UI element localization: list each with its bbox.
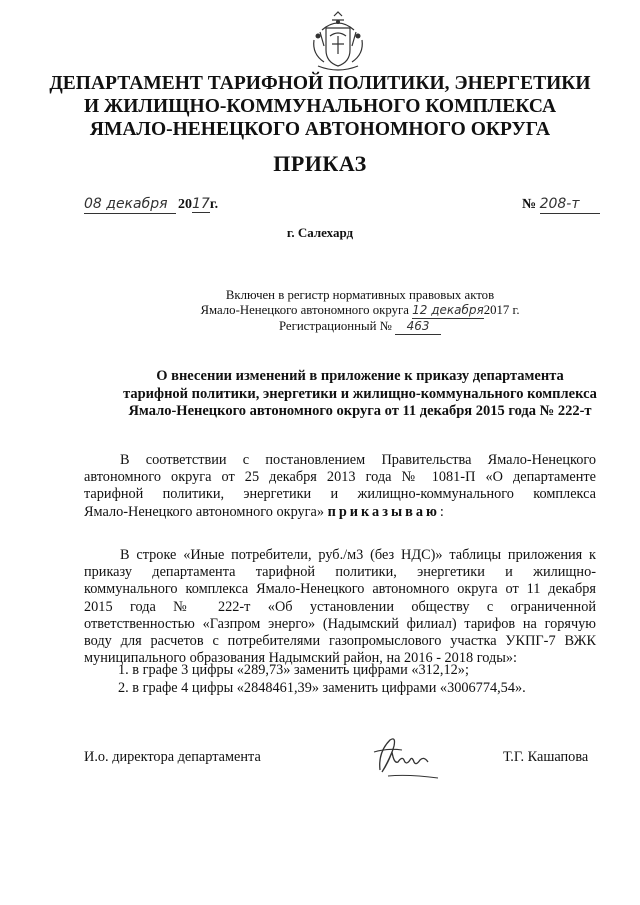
coat-of-arms-icon (308, 10, 368, 76)
preamble-paragraph (84, 452, 596, 521)
main-line-6: воду для расчетов с потребителями газопромыслового участка УКПГ-7 ВЖК (84, 633, 596, 650)
order-title (80, 368, 640, 421)
registry-line-3-prefix: Регистрационный № (278, 319, 392, 333)
registry-line-1: Включен в регистр нормативных правовых актов (225, 288, 495, 302)
city: г. Салехард (286, 225, 354, 240)
registry-line-2 (170, 303, 550, 319)
department-name-line-3: ЯМАЛО-НЕНЕЦКОГО АВТОНОМНОГО ОКРУГА (89, 119, 551, 140)
document-type: ПРИКАЗ (273, 151, 367, 176)
order-year-suffix: г. (209, 197, 219, 212)
order-word: приказываю (327, 503, 440, 520)
preamble-line-3: тарифной политики, энергетики и жилищно-коммунального комплекса (84, 486, 596, 503)
order-date (84, 196, 218, 214)
signatory-name: Т.Г. Кашапова (503, 749, 589, 765)
preamble-line-1: В соответствии с постановлением Правительства Ямало-Ненецкого (120, 452, 596, 468)
list-item: 2. в графе 4 цифры «2848461,39» заменить цифрами «3006774,54». (118, 679, 526, 696)
registry-line-2-suffix: 2017 г. (483, 303, 520, 317)
order-number-handwritten: 208-т (539, 196, 580, 212)
registry-line-3 (170, 319, 550, 335)
main-line-5: ответственностью «Газпром энерго» (Надымский филиал) тарифов на горячую (84, 615, 596, 632)
main-line-7: муниципального образования Надымский район, на 2016 - 2018 годы»: (84, 650, 517, 667)
registry-line-2-prefix: Ямало-Ненецкого автономного округа (200, 303, 409, 317)
main-line-2: приказу департамента тарифной политики, энергетики и жилищно- (84, 564, 596, 581)
signatory-position: И.о. директора департамента (84, 749, 261, 765)
list-item: 1. в графе 3 цифры «289,73» заменить цифрами «312,12»; (118, 662, 469, 678)
main-line-3: коммунального комплекса Ямало-Ненецкого автономного округа от 11 декабря (84, 581, 596, 598)
order-date-handwritten: 08 декабря (84, 196, 168, 212)
handwritten-signature-icon (366, 730, 462, 784)
preamble-line-4-text: Ямало-Ненецкого автономного округа» (84, 503, 325, 520)
order-title-line-2: тарифной политики, энергетики и жилищно-коммунального комплекса (123, 385, 597, 402)
preamble-line-4 (84, 504, 596, 521)
main-paragraph (84, 547, 596, 667)
order-title-line-3: Ямало-Ненецкого автономного округа от 11 декабря 2015 года № 222-т (128, 403, 592, 419)
order-year-prefix: 20 (178, 197, 192, 212)
department-name-line-2: И ЖИЛИЩНО-КОММУНАЛЬНОГО КОМПЛЕКСА (83, 96, 557, 117)
order-number (522, 196, 600, 214)
order-year-handwritten: 17 (192, 196, 210, 212)
order-word-colon: : (439, 503, 444, 520)
registry-date-handwritten: 12 декабря (412, 303, 484, 317)
department-name-line-1: ДЕПАРТАМЕНТ ТАРИФНОЙ ПОЛИТИКИ, ЭНЕРГЕТИКИ (49, 73, 591, 94)
department-name (0, 72, 640, 141)
main-line-1: В строке «Иные потребители, руб./м3 (без НДС)» таблицы приложения к (120, 547, 596, 563)
registry-stamp (170, 288, 550, 335)
main-line-4: 2015 года № 222-т «Об установлении обществу с ограниченной (84, 598, 596, 615)
changes-list (118, 662, 526, 697)
order-title-line-1: О внесении изменений в приложение к приказу департамента (156, 368, 564, 384)
order-number-label: № (522, 197, 537, 212)
registry-number-handwritten: 463 (395, 319, 441, 335)
preamble-line-2: автономного округа от 25 декабря 2013 года № 1081-П «О департаменте (84, 469, 596, 486)
